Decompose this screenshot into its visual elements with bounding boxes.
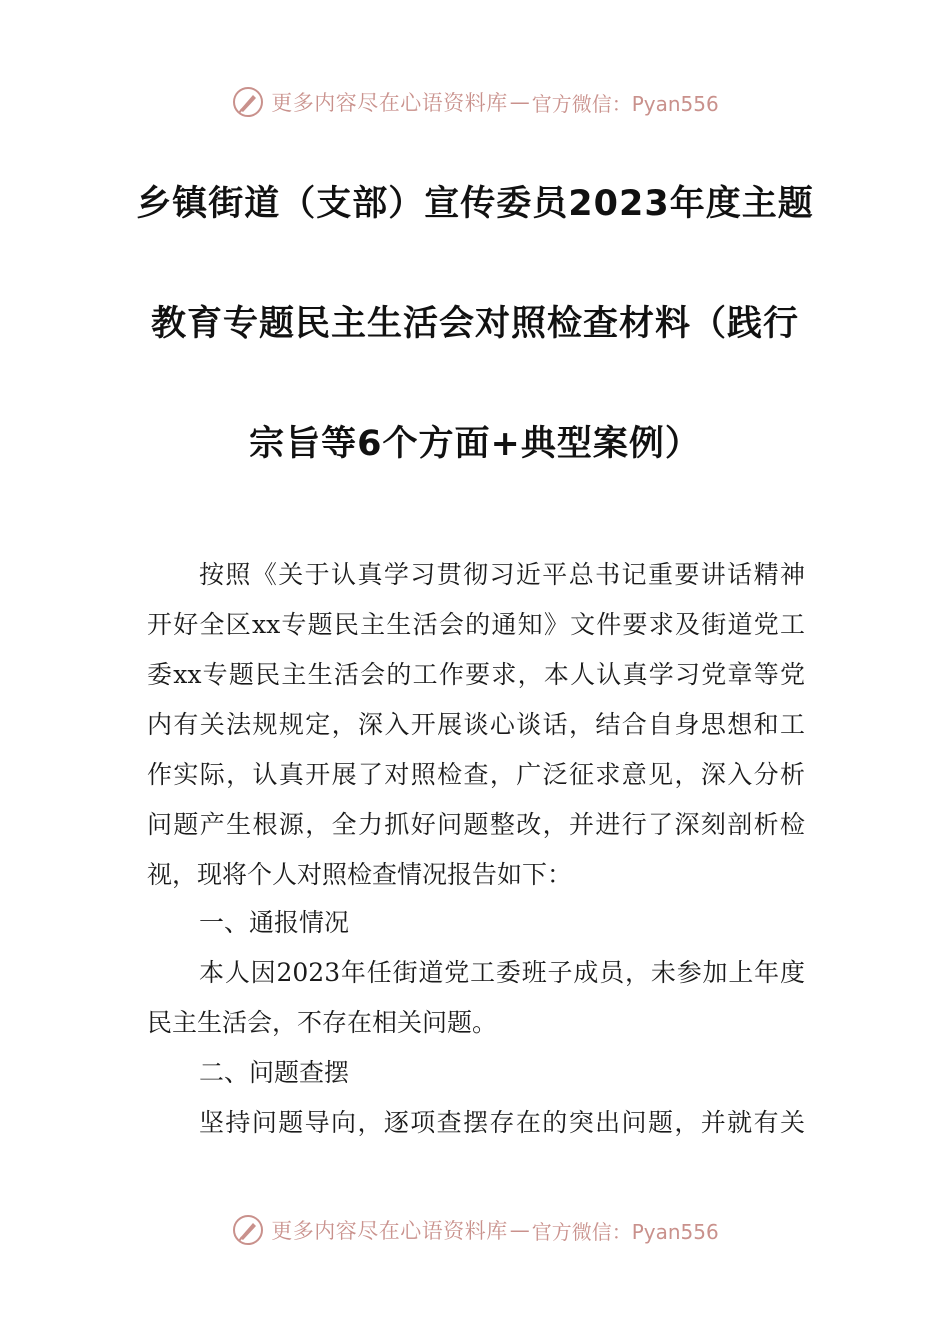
pen-logo-icon [231,1213,265,1247]
body-line: 本人因2023年任街道党工委班子成员，未参加上年度 [199,958,805,987]
pen-logo-icon [231,85,265,119]
banner-wechat: 官方微信：Pyan556 [531,91,719,116]
body-line: 开好全区xx专题民主生活会的通知》文件要求及街道党工 [147,610,805,639]
document-title-line-3: 宗旨等6个方面+典型案例） [249,424,701,464]
banner-separator: — [509,90,530,114]
body-line: 委xx专题民主生活会的工作要求，本人认真学习党章等党 [147,660,805,689]
body-line: 民主生活会，不存在相关问题。 [147,1008,498,1037]
header-watermark-banner [0,82,950,122]
body-line: 按照《关于认真学习贯彻习近平总书记重要讲话精神 [199,560,805,589]
document-title-line-1: 乡镇街道（支部）宣传委员2023年度主题 [136,184,814,224]
body-line: 视，现将个人对照检查情况报告如下： [147,860,573,889]
body-line: 问题产生根源，全力抓好问题整改，并进行了深刻剖析检 [147,810,805,839]
banner-text: 更多内容尽在心语资料库 [271,91,508,115]
section-heading-report: 一、通报情况 [199,908,350,937]
footer-watermark-banner [0,1210,950,1250]
banner-wechat: 官方微信：Pyan556 [531,1219,719,1244]
body-line: 作实际，认真开展了对照检查，广泛征求意见，深入分析 [147,760,805,789]
body-line: 内有关法规规定，深入开展谈心谈话，结合自身思想和工 [147,710,805,739]
section-heading-problems: 二、问题查摆 [199,1058,350,1087]
banner-text: 更多内容尽在心语资料库 [271,1219,508,1243]
banner-separator: — [509,1218,530,1242]
body-line: 坚持问题导向，逐项查摆存在的突出问题，并就有关 [199,1108,805,1137]
document-title-line-2: 教育专题民主生活会对照检查材料（践行 [150,304,799,344]
